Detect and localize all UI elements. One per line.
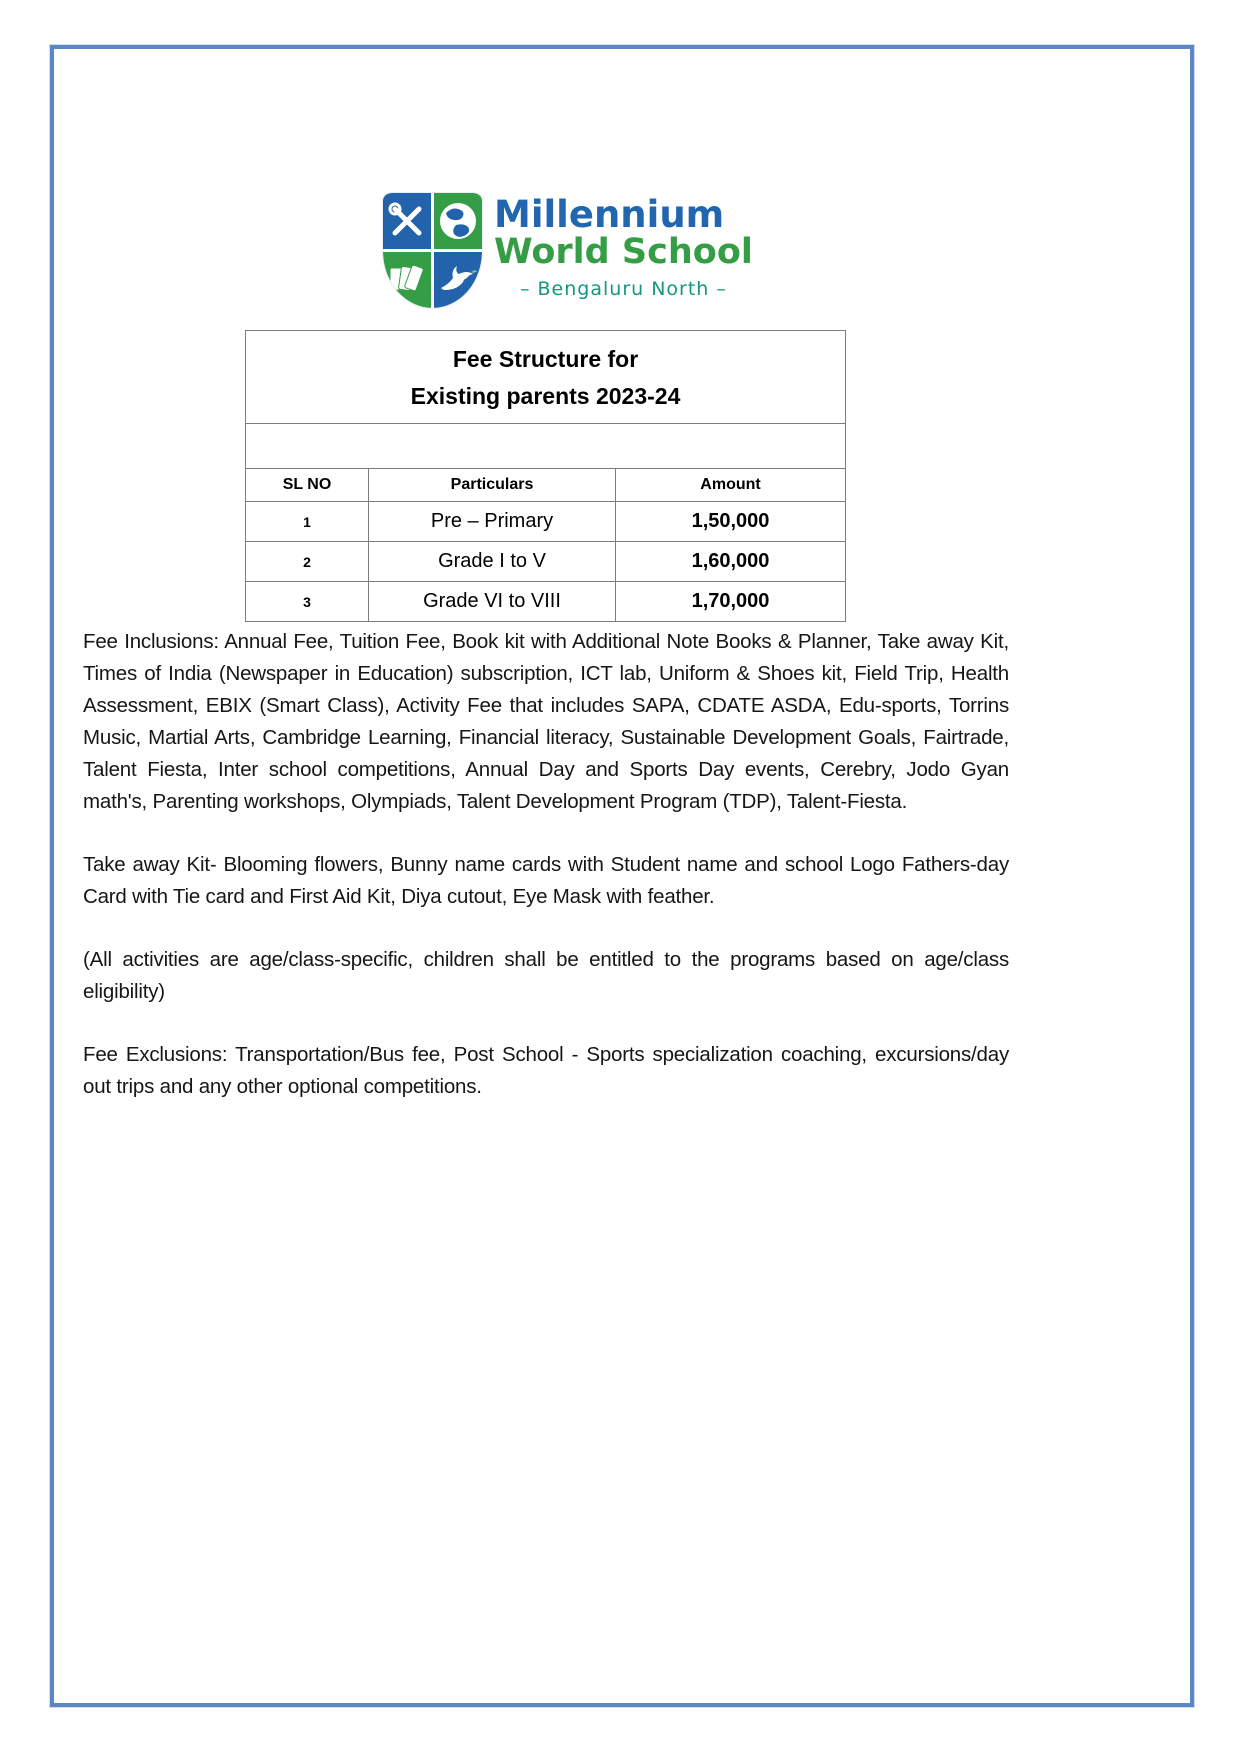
row-sl-number: 1	[246, 502, 369, 542]
row-sl-number: 2	[246, 542, 369, 582]
row-amount: 1,60,000	[616, 542, 846, 582]
take-away-kit-paragraph: Take away Kit- Blooming flowers, Bunny name cards with Student name and school Logo Fathers-day Card with Tie card and First Aid Kit, Diya cutout, Eye Mask with feather.	[83, 853, 1009, 908]
column-header-sl-no: SL NO	[246, 469, 369, 502]
table-row	[246, 542, 846, 582]
school-crest	[383, 193, 482, 308]
row-sl-number: 3	[246, 582, 369, 622]
age-eligibility-note-paragraph: (All activities are age/class-specific, children shall be entitled to the programs based on age/class eligibility)	[83, 948, 1009, 1003]
row-particulars: Grade I to V	[369, 542, 616, 582]
row-amount: 1,70,000	[616, 582, 846, 622]
school-logo	[383, 193, 753, 308]
row-particulars: Grade VI to VIII	[369, 582, 616, 622]
row-particulars: Pre – Primary	[369, 502, 616, 542]
table-title-row	[246, 331, 846, 424]
fee-structure-table	[245, 330, 846, 622]
books-icon	[383, 252, 431, 308]
logo-text-block	[494, 193, 753, 303]
table-spacer-row	[246, 424, 846, 469]
fee-table-title-cell	[246, 331, 846, 424]
logo-name-line1: Millennium	[494, 193, 725, 236]
column-header-amount: Amount	[616, 469, 846, 502]
logo-tagline: – Bengaluru North –	[519, 278, 727, 300]
spacer-cell	[246, 424, 846, 469]
body-text-block	[83, 626, 1009, 1134]
column-header-particulars: Particulars	[369, 469, 616, 502]
globe-icon	[434, 193, 482, 249]
tools-icon	[383, 193, 431, 249]
table-row	[246, 502, 846, 542]
dove-icon	[434, 252, 482, 308]
logo-name-line2: World School	[494, 232, 753, 272]
fee-table-title-line1: Fee Structure for	[452, 346, 639, 372]
row-amount: 1,50,000	[616, 502, 846, 542]
fee-table-title-line2: Existing parents 2023-24	[410, 383, 681, 409]
table-row	[246, 582, 846, 622]
table-header-row	[246, 469, 846, 502]
fee-inclusions-paragraph: Fee Inclusions: Annual Fee, Tuition Fee, Book kit with Additional Note Books & Planner, Take away Kit, Times of India (Newspaper in Education) subscription, ICT lab, Uniform & Shoes kit, Field Trip, Health Assessment, EBIX (Smart Class), Activity Fee that includes SAPA, CDATE ASDA, Edu-sports, Torrins Music, Martial Arts, Cambridge Learning, Financial literacy, Sustainable Development Goals, Fairtrade, Talent Fiesta, Inter school competitions, Annual Day and Sports Day events, Cerebry, Jodo Gyan math's, Parenting workshops, Olympiads, Talent Development Program (TDP), Talent-Fiesta.	[83, 630, 1009, 813]
fee-exclusions-paragraph: Fee Exclusions: Transportation/Bus fee, Post School - Sports specialization coaching, excursions/day out trips and any other optional competitions.	[83, 1043, 1009, 1098]
